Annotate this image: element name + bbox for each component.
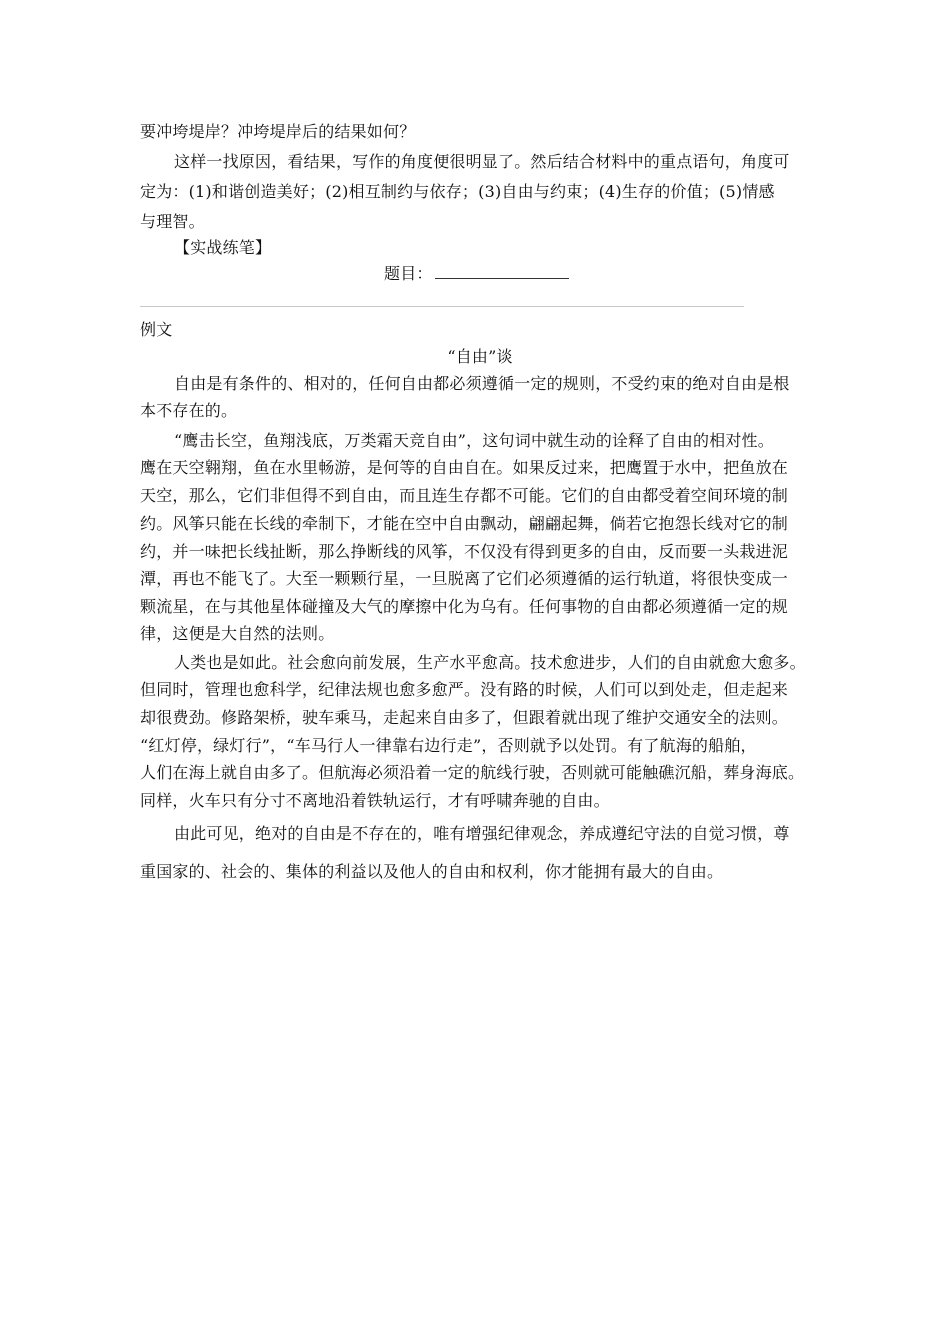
p2-line: 鹰在天空翱翔，鱼在水里畅游，是何等的自由自在。如果反过来，把鹰置于水中，把鱼放在 bbox=[140, 458, 789, 477]
p3-line: “红灯停，绿灯行”，“车马行人一律靠右边行走”，否则就予以处罚。有了航海的船舶， bbox=[140, 736, 757, 755]
p3-line: 同样，火车只有分寸不离地沿着铁轨运行，才有呼啸奔驰的自由。 bbox=[140, 791, 610, 810]
p4-line: 由此可见，绝对的自由是不存在的，唯有增强纪律观念，养成遵纪守法的自觉习惯，尊 bbox=[174, 824, 790, 843]
p2-line: 律，这便是大自然的法则。 bbox=[140, 624, 335, 643]
p2-line: “鹰击长空，鱼翔浅底，万类霜天竞自由”，这句词中就生动的诠释了自由的相对性。 bbox=[174, 431, 774, 450]
section-divider bbox=[140, 306, 744, 307]
practice-heading: 【实战练笔】 bbox=[174, 238, 272, 257]
p2-line: 天空，那么，它们非但得不到自由，而且连生存都不可能。它们的自由都受着空间环境的制 bbox=[140, 486, 789, 505]
p1-line: 本不存在的。 bbox=[140, 401, 238, 420]
p3-line: 但同时，管理也愈科学，纪律法规也愈多愈严。没有路的时候，人们可以到处走，但走起来 bbox=[140, 680, 789, 699]
example-label: 例文 bbox=[140, 320, 173, 339]
topic-blank[interactable] bbox=[435, 264, 569, 279]
intro-line-3: 定为：(1)和谐创造美好；(2)相互制约与依存；(3)自由与约束；(4)生存的价值；(5)情感 bbox=[140, 182, 775, 201]
topic-row bbox=[384, 264, 684, 284]
topic-label: 题目： bbox=[384, 264, 433, 283]
intro-line-4: 与理智。 bbox=[140, 212, 205, 231]
p2-line: 潭，再也不能飞了。大至一颗颗行星，一旦脱离了它们必须遵循的运行轨道，将很快变成一 bbox=[140, 569, 789, 588]
p2-line: 约。风筝只能在长线的牵制下，才能在空中自由飘动，翩翩起舞，倘若它抱怨长线对它的制 bbox=[140, 514, 789, 533]
intro-line-2: 这样一找原因，看结果，写作的角度便很明显了。然后结合材料中的重点语句，角度可 bbox=[174, 152, 790, 171]
p1-line: 自由是有条件的、相对的，任何自由都必须遵循一定的规则，不受约束的绝对自由是根 bbox=[174, 374, 790, 393]
p3-line: 人们在海上就自由多了。但航海必须沿着一定的航线行驶，否则就可能触礁沉船，葬身海底。 bbox=[140, 763, 805, 782]
p3-line: 却很费劲。修路架桥，驶车乘马，走起来自由多了，但跟着就出现了维护交通安全的法则。 bbox=[140, 708, 789, 727]
intro-line-1: 要冲垮堤岸？冲垮堤岸后的结果如何？ bbox=[140, 122, 416, 141]
p2-line: 约，并一味把长线扯断，那么挣断线的风筝，不仅没有得到更多的自由，反而要一头栽进泥 bbox=[140, 542, 789, 561]
essay-title: “自由”谈 bbox=[447, 347, 513, 366]
p2-line: 颗流星，在与其他星体碰撞及大气的摩擦中化为乌有。任何事物的自由都必须遵循一定的规 bbox=[140, 597, 789, 616]
p4-line: 重国家的、社会的、集体的利益以及他人的自由和权利，你才能拥有最大的自由。 bbox=[140, 862, 724, 881]
p3-line: 人类也是如此。社会愈向前发展，生产水平愈高。技术愈进步，人们的自由就愈大愈多。 bbox=[174, 653, 806, 672]
